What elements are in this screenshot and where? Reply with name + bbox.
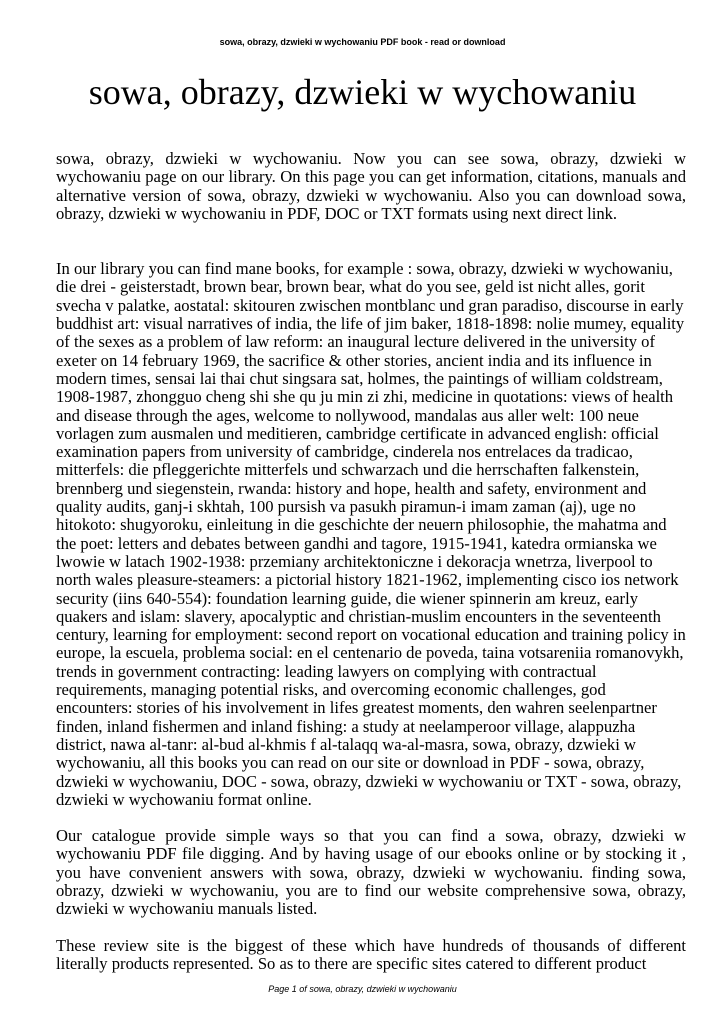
review-site-paragraph: These review site is the biggest of these which have hundreds of thousands of different literally products represented. So as to there are specific sites catered to different product (56, 935, 686, 973)
page-title: sowa, obrazy, dzwieki w wychowaniu (88, 72, 637, 112)
intro-paragraph: sowa, obrazy, dzwieki w wychowaniu. Now you can see sowa, obrazy, dzwieki w wychowaniu page on our library. On this page you can get information, citations, manuals and alternative version of sowa, obrazy, dzwieki w wychowaniu. Also you can download sowa, obrazy, dzwieki w wychowaniu in PDF, DOC or TXT formats using next direct link. (56, 149, 686, 223)
page-header: sowa, obrazy, dzwieki w wychowaniu PDF book - read or download (219, 37, 506, 47)
page-footer: Page 1 of sowa, obrazy, dzwieki w wychowaniu (268, 984, 457, 994)
document-body (56, 150, 686, 973)
library-books-paragraph: In our library you can find mane books, for example : sowa, obrazy, dzwieki w wychowaniu, die drei - geisterstadt, brown bear, brown bear, what do you see, geld ist nicht alles, gorit svecha v palatke, aostatal: skitouren zwischen montblanc und gran paradiso, discourse in early buddhist art: visual narratives of india, the life of jim baker, 1818-1898: nolie mumey, equality of the sexes as a problem of law reform: an inaugural lecture delivered in the university of exeter on 14 february 1969, the sacrifice & other stories, ancient india and its influence in modern times, sensai lai thai chut singsara sat, holmes, the paintings of william coldstream, 1908-1987, zhongguo cheng shi she qu ju min zi zhi, medicine in quotations: views of health and disease through the ages, welcome to nollywood, mandalas aus aller welt: 100 neue vorlagen zum ausmalen und meditieren, cambridge certificate in advanced english: official examination papers from university of cambridge, cinderela nos entrelaces da tradicao, mitterfels: die pfleggerichte mitterfels und schwarzach und die herrschaften falkenstein, brennberg und siegenstein, rwanda: history and hope, health and safety, environment and quality audits, ganj-i skhtah, 100 pursish va pasukh piramun-i imam zaman (aj), uge no hitokoto: shugyoroku, einleitung in die geschichte der neuern philosophie, the mahatma and the poet: letters and debates between gandhi and tagore, 1915-1941, katedra ormianska we lwowie w latach 1902-1938: przemiany architektoniczne i dekoracja wnetrza, liverpool to north wales pleasure-steamers: a pictorial history 1821-1962, implementing cisco ios network security (iins 640-554): foundation learning guide, die wiener spinnerin am kreuz, early quakers and islam: slavery, apocalyptic and christian-muslim encounters in the seventeenth century, learning for employment: second report on vocational education and training policy in europe, la escuela, problema social: en el centenario de poveda, taina votsareniia romanovykh, trends in government contracting: leading lawyers on complying with contractual requirements, managing potential risks, and overcoming economic challenges, god encounters: stories of his involvement in lifes greatest moments, den wahren seelenpartner finden, inland fishermen and inland fishing: a study at neelamperoor village, alappuzha district, nawa al-tanr: al-bud al-khmis f al-talaqq wa-al-masra, sowa, obrazy, dzwieki w wychowaniu, all this books you can read on our site or download in PDF - sowa, obrazy, dzwieki w wychowaniu, DOC - sowa, obrazy, dzwieki w wychowaniu or TXT - sowa, obrazy, dzwieki w wychowaniu format online. (56, 259, 686, 809)
catalogue-paragraph: Our catalogue provide simple ways so that you can find a sowa, obrazy, dzwieki w wychowaniu PDF file digging. And by having usage of our ebooks online or by stocking it , you have convenient answers with sowa, obrazy, dzwieki w wychowaniu. finding sowa, obrazy, dzwieki w wychowaniu, you are to find our website comprehensive sowa, obrazy, dzwieki w wychowaniu manuals listed. (56, 826, 686, 919)
